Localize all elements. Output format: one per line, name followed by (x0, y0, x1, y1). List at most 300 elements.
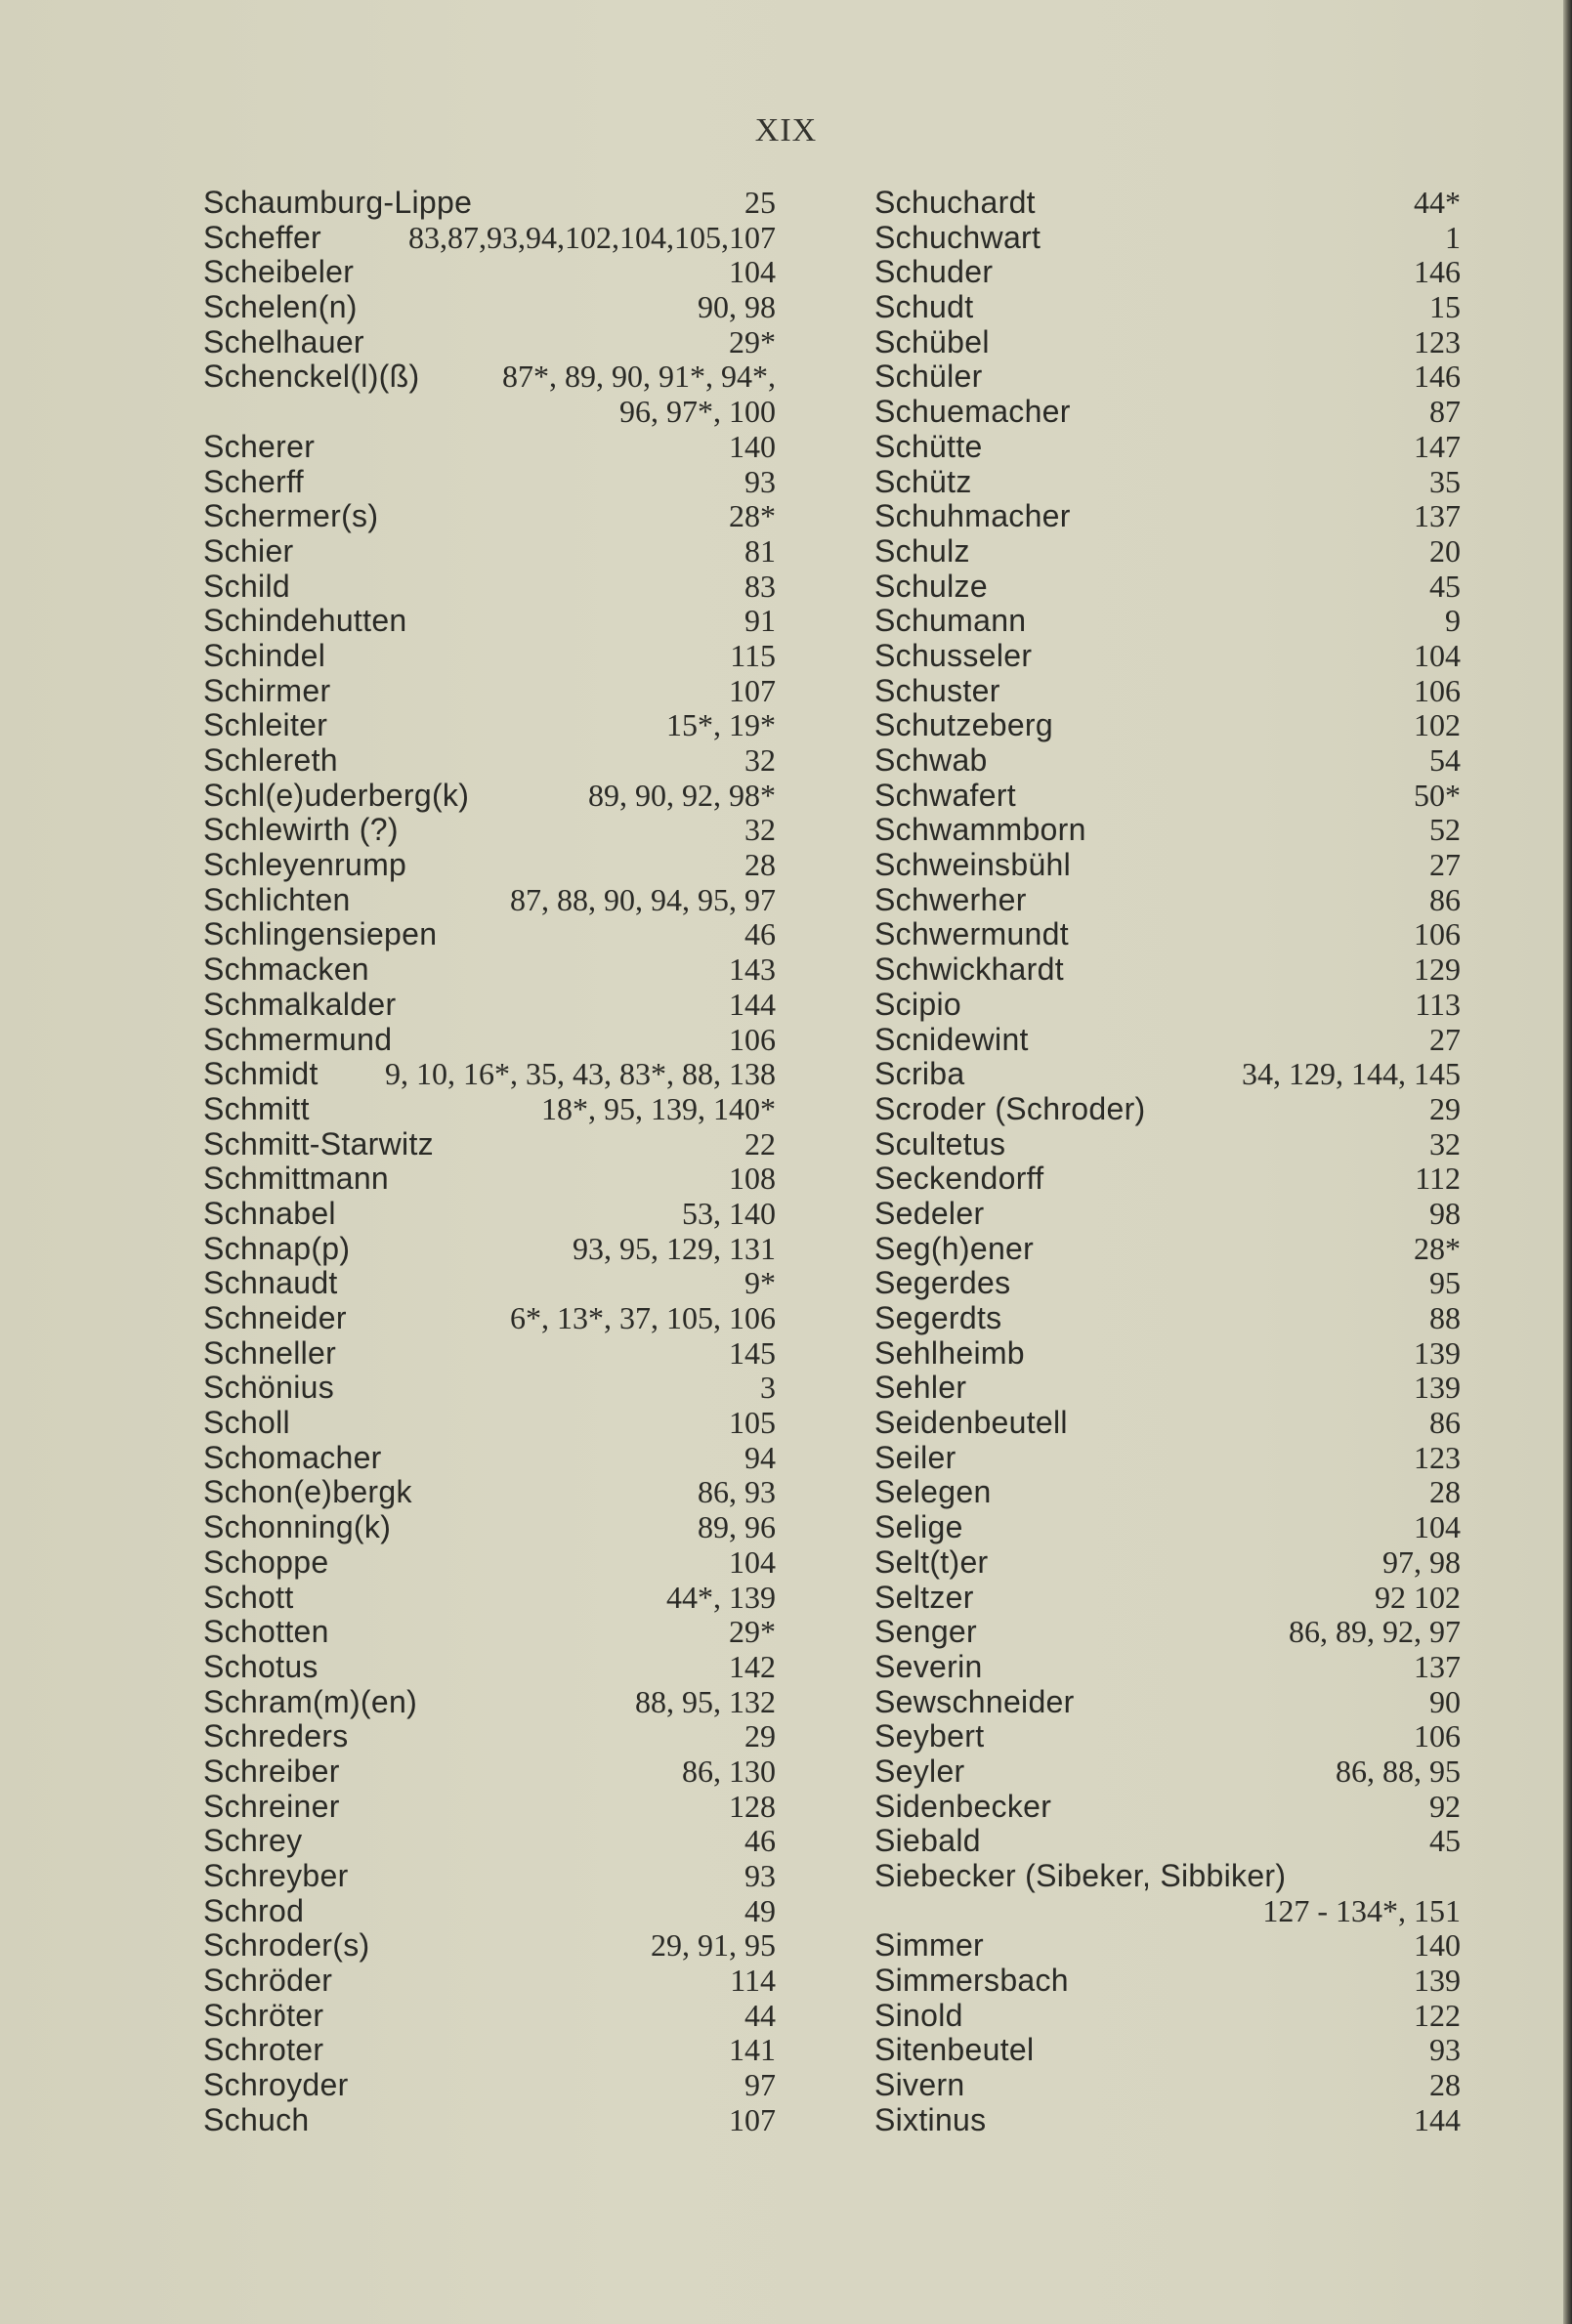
index-entry (874, 1232, 1461, 1267)
entry-pages: 28* (1414, 1230, 1461, 1266)
entry-pages: 104 (1414, 637, 1461, 673)
entry-name: Senger (874, 1614, 977, 1650)
index-entry (203, 1475, 776, 1510)
entry-pages: 141 (729, 2032, 776, 2068)
entry-pages: 29 (1429, 1090, 1461, 1126)
entry-name: Schuchwart (874, 219, 1041, 255)
entry-name: Schmalkalder (203, 986, 397, 1022)
index-entry (874, 674, 1461, 709)
entry-name: Schmittmann (203, 1161, 390, 1197)
entry-name: Siebald (874, 1823, 981, 1859)
entry-pages: 29* (729, 1614, 776, 1650)
entry-name: Schroter (203, 2032, 324, 2068)
index-entry (874, 325, 1461, 360)
index-entry (874, 290, 1461, 325)
entry-pages: 28 (1429, 1474, 1461, 1510)
index-entry (203, 1057, 776, 1092)
index-entry (874, 2068, 1461, 2103)
entry-pages: 44 (744, 1997, 776, 2033)
index-entry (874, 1336, 1461, 1372)
entry-pages: 87, 88, 90, 94, 95, 97 (510, 881, 776, 917)
entry-pages: 89, 96 (698, 1509, 776, 1545)
entry-pages: 139 (1414, 1963, 1461, 1999)
entry-name: Seckendorff (874, 1161, 1044, 1197)
entry-name: Schwermundt (874, 916, 1069, 952)
entry-pages: 122 (1414, 1997, 1461, 2033)
entry-name: Sidenbecker (874, 1788, 1052, 1824)
entry-name: Schleyenrump (203, 847, 407, 883)
index-entry (874, 813, 1461, 848)
entry-name: Schweinsbühl (874, 847, 1072, 883)
entry-name: Sewschneider (874, 1683, 1075, 1719)
entry-name: Schmermund (203, 1021, 393, 1057)
entry-pages: 28* (729, 498, 776, 534)
entry-name: Seiler (874, 1439, 956, 1475)
index-entry (874, 1545, 1461, 1581)
entry-name: Simmersbach (874, 1963, 1069, 1999)
entry-name: Schram(m)(en) (203, 1683, 418, 1719)
index-entry (874, 848, 1461, 883)
index-entry (874, 1057, 1461, 1092)
entry-name: Schlingensiepen (203, 916, 438, 952)
entry-name: Seltzer (874, 1579, 974, 1615)
entry-pages: 95 (1429, 1265, 1461, 1301)
index-entry (203, 1092, 776, 1127)
entry-pages: 139 (1414, 1334, 1461, 1371)
entry-pages: 28 (744, 847, 776, 883)
entry-name: Schmacken (203, 951, 369, 988)
index-entry (874, 1754, 1461, 1790)
index-entry (203, 952, 776, 988)
entry-pages: 1 (1445, 219, 1461, 255)
entry-pages: 46 (744, 916, 776, 952)
index-entry (203, 988, 776, 1023)
entry-name: Schröder (203, 1963, 333, 1999)
entry-pages: 104 (729, 1543, 776, 1580)
entry-name: Scholl (203, 1405, 290, 1441)
entry-name: Schuder (874, 254, 994, 290)
entry-pages: 52 (1429, 812, 1461, 848)
index-entry (874, 639, 1461, 674)
entry-name: Schaumburg-Lippe (203, 185, 473, 220)
index-entry (203, 1127, 776, 1162)
entry-name: Schütz (874, 463, 972, 499)
index-entry (203, 813, 776, 848)
entry-name: Schon(e)bergk (203, 1474, 412, 1510)
page-number: XIX (754, 112, 818, 148)
entry-name: Schusseler (874, 637, 1033, 673)
entry-pages: 44* (1414, 185, 1461, 220)
binding-edge (1563, 0, 1572, 2324)
entry-pages: 146 (1414, 359, 1461, 395)
entry-name: Schnaudt (203, 1265, 338, 1301)
entry-pages: 104 (1414, 1509, 1461, 1545)
index-entry (874, 1928, 1461, 1964)
index-entry (203, 570, 776, 605)
entry-pages: 87*, 89, 90, 91*, 94*, (502, 359, 776, 395)
entry-pages: 97 (744, 2067, 776, 2103)
entry-name: Schreders (203, 1718, 349, 1754)
entry-name: Selegen (874, 1474, 992, 1510)
index-entry (203, 2033, 776, 2068)
index-entry (203, 1336, 776, 1372)
entry-pages: 91 (744, 603, 776, 639)
entry-pages: 29, 91, 95 (651, 1927, 776, 1964)
entry-name: Schröter (203, 1997, 324, 2033)
index-entry (203, 1685, 776, 1720)
entry-pages: 6*, 13*, 37, 105, 106 (510, 1300, 776, 1335)
index-entry (874, 1581, 1461, 1616)
index-entry (874, 1615, 1461, 1650)
index-entry (874, 1406, 1461, 1441)
index-entry (203, 1859, 776, 1894)
entry-name: Schenckel(l)(ß) (203, 359, 420, 395)
entry-pages: 106 (1414, 672, 1461, 708)
entry-name: Schermer(s) (203, 498, 379, 534)
entry-name: Schild (203, 568, 290, 604)
index-entry (874, 952, 1461, 988)
index-entry (874, 1441, 1461, 1476)
index-entry (874, 1964, 1461, 1999)
entry-name: Schindehutten (203, 603, 407, 639)
entry-pages: 53, 140 (682, 1195, 776, 1231)
index-entry (203, 1545, 776, 1581)
entry-pages: 50* (1414, 777, 1461, 813)
index-entry (203, 674, 776, 709)
entry-pages: 29 (744, 1718, 776, 1754)
entry-name: Schwab (874, 742, 988, 778)
index-entry (203, 1266, 776, 1301)
index-entry (874, 1719, 1461, 1754)
index-entry (874, 221, 1461, 256)
index-entry (874, 1859, 1461, 1894)
entry-pages: 45 (1429, 1823, 1461, 1859)
entry-pages: 97, 98 (1382, 1543, 1461, 1580)
entry-pages: 137 (1414, 1648, 1461, 1684)
index-entry (203, 779, 776, 814)
entry-name: Schutzeberg (874, 707, 1053, 743)
index-entry (203, 1999, 776, 2034)
index-entry (203, 604, 776, 639)
entry-name: Schwickhardt (874, 951, 1064, 988)
index-entry-continuation (203, 395, 776, 430)
entry-name: Scnidewint (874, 1021, 1029, 1057)
entry-name: Sitenbeutel (874, 2032, 1035, 2068)
index-entry (874, 1301, 1461, 1336)
entry-name: Schudt (874, 289, 974, 325)
entry-pages: 127 - 134*, 151 (1262, 1892, 1461, 1928)
entry-pages: 145 (729, 1334, 776, 1371)
index-entry (203, 186, 776, 221)
index-entry (203, 883, 776, 918)
index-entry (203, 743, 776, 779)
index-entry (874, 2033, 1461, 2068)
index-entry (203, 255, 776, 290)
entry-pages: 9 (1445, 603, 1461, 639)
index-entry (874, 1023, 1461, 1058)
entry-name: Schulze (874, 568, 988, 604)
entry-name: Schwerher (874, 881, 1027, 917)
entry-pages: 86, 88, 95 (1336, 1753, 1461, 1789)
index-entry (874, 1092, 1461, 1127)
entry-name: Segerdes (874, 1265, 1011, 1301)
entry-pages: 83 (744, 568, 776, 604)
index-entry (203, 1928, 776, 1964)
entry-pages: 106 (1414, 916, 1461, 952)
entry-pages: 49 (744, 1892, 776, 1928)
entry-pages: 15*, 19* (666, 707, 776, 743)
index-entry (874, 917, 1461, 952)
entry-pages: 32 (744, 812, 776, 848)
index-entry (874, 534, 1461, 570)
entry-name: Schomacher (203, 1439, 382, 1475)
index-entry (203, 1510, 776, 1545)
index-entry (203, 1197, 776, 1232)
entry-pages: 32 (1429, 1125, 1461, 1162)
index-entry (203, 848, 776, 883)
entry-name: Schuhmacher (874, 498, 1071, 534)
index-entry (874, 1266, 1461, 1301)
index-entry (874, 1475, 1461, 1510)
entry-pages: 140 (1414, 1927, 1461, 1964)
entry-pages: 92 (1429, 1788, 1461, 1824)
entry-pages: 144 (1414, 2101, 1461, 2137)
entry-pages: 88 (1429, 1300, 1461, 1335)
index-entry (874, 1790, 1461, 1825)
entry-pages: 102 (1414, 707, 1461, 743)
index-entry (203, 1824, 776, 1859)
entry-name: Schl(e)uderberg(k) (203, 777, 470, 813)
entry-name: Seybert (874, 1718, 985, 1754)
index-column-left (203, 186, 776, 2138)
entry-name: Schlichten (203, 881, 351, 917)
entry-name: Selt(t)er (874, 1543, 989, 1580)
entry-name: Schwafert (874, 777, 1016, 813)
index-entry (203, 1581, 776, 1616)
entry-pages: 81 (744, 532, 776, 569)
entry-pages: 93 (744, 1858, 776, 1893)
entry-pages: 108 (729, 1161, 776, 1197)
entry-pages: 96, 97*, 100 (619, 394, 776, 430)
entry-pages: 90 (1429, 1683, 1461, 1719)
entry-pages: 9, 10, 16*, 35, 43, 83*, 88, 138 (385, 1056, 776, 1092)
entry-pages: 93 (744, 463, 776, 499)
entry-pages: 107 (729, 2101, 776, 2137)
index-entry (203, 708, 776, 743)
entry-name: Schuch (203, 2101, 310, 2137)
entry-name: Schott (203, 1579, 294, 1615)
entry-pages: 87 (1429, 394, 1461, 430)
entry-pages: 89, 90, 92, 98* (588, 777, 776, 813)
entry-name: Schulz (874, 532, 970, 569)
entry-name: Schonning(k) (203, 1509, 392, 1545)
entry-pages: 34, 129, 144, 145 (1242, 1056, 1461, 1092)
index-entry (203, 221, 776, 256)
index-entry (874, 465, 1461, 500)
entry-pages: 93, 95, 129, 131 (573, 1230, 776, 1266)
index-entry (874, 1371, 1461, 1406)
entry-pages: 98 (1429, 1195, 1461, 1231)
entry-pages: 140 (729, 428, 776, 464)
index-entry (203, 499, 776, 534)
index-entry (203, 2068, 776, 2103)
index-entry (874, 1162, 1461, 1197)
entry-pages: 9* (744, 1265, 776, 1301)
entry-pages: 45 (1429, 568, 1461, 604)
entry-name: Schnap(p) (203, 1230, 351, 1266)
index-entry (203, 2103, 776, 2138)
entry-name: Schreiber (203, 1753, 340, 1789)
index-entry (874, 883, 1461, 918)
index-entry (203, 1162, 776, 1197)
index-entry (874, 779, 1461, 814)
entry-pages: 54 (1429, 742, 1461, 778)
entry-pages: 115 (730, 637, 776, 673)
entry-name: Scherer (203, 428, 316, 464)
entry-pages: 129 (1414, 951, 1461, 988)
entry-pages: 32 (744, 742, 776, 778)
entry-pages: 114 (730, 1963, 776, 1999)
index-entry (874, 988, 1461, 1023)
entry-name: Scherff (203, 463, 304, 499)
entry-pages: 27 (1429, 847, 1461, 883)
index-entry-continuation (874, 1894, 1461, 1929)
entry-name: Schrey (203, 1823, 303, 1859)
entry-name: Scriba (874, 1056, 965, 1092)
entry-pages: 86, 93 (698, 1474, 776, 1510)
index-entry (874, 1197, 1461, 1232)
index-entry (203, 430, 776, 465)
entry-name: Siebecker (Sibeker, Sibbiker) (874, 1858, 1287, 1893)
entry-name: Schleiter (203, 707, 328, 743)
index-entry (874, 1650, 1461, 1685)
entry-name: Schrod (203, 1892, 305, 1928)
entry-name: Schübel (874, 323, 990, 359)
entry-pages: 112 (1415, 1161, 1461, 1197)
entry-name: Schumann (874, 603, 1027, 639)
entry-name: Simmer (874, 1927, 985, 1964)
index-entry (203, 1301, 776, 1336)
entry-name: Schuchardt (874, 185, 1036, 220)
entry-pages: 113 (1415, 986, 1461, 1022)
index-entry (203, 639, 776, 674)
index-entry (203, 1650, 776, 1685)
entry-name: Schreyber (203, 1858, 349, 1893)
index-entry (203, 1719, 776, 1754)
index-entry (203, 359, 776, 395)
entry-pages: 86 (1429, 1405, 1461, 1441)
entry-pages: 144 (729, 986, 776, 1022)
entry-name: Schotten (203, 1614, 329, 1650)
index-entry (203, 1441, 776, 1476)
entry-name: Schreiner (203, 1788, 340, 1824)
entry-pages: 86, 89, 92, 97 (1289, 1614, 1461, 1650)
index-entry (203, 1371, 776, 1406)
entry-name: Schmidt (203, 1056, 319, 1092)
entry-pages: 44*, 139 (666, 1579, 776, 1615)
entry-name: Severin (874, 1648, 983, 1684)
index-entry (203, 534, 776, 570)
entry-name: Schroyder (203, 2067, 349, 2103)
entry-pages: 35 (1429, 463, 1461, 499)
entry-name: Schütte (874, 428, 983, 464)
entry-pages: 128 (729, 1788, 776, 1824)
index-entry (874, 395, 1461, 430)
entry-name: Schlereth (203, 742, 338, 778)
index-entry (203, 1894, 776, 1929)
entry-name: Schotus (203, 1648, 319, 1684)
entry-pages: 106 (1414, 1718, 1461, 1754)
entry-pages: 107 (729, 672, 776, 708)
entry-pages: 94 (744, 1439, 776, 1475)
entry-pages: 123 (1414, 323, 1461, 359)
index-entry (874, 430, 1461, 465)
entry-pages: 29* (729, 323, 776, 359)
index-entry (203, 917, 776, 952)
entry-name: Schüler (874, 359, 983, 395)
entry-pages: 106 (729, 1021, 776, 1057)
index-entry (874, 499, 1461, 534)
entry-name: Scroder (Schroder) (874, 1090, 1146, 1126)
entry-name: Schlewirth (?) (203, 812, 399, 848)
entry-pages: 90, 98 (698, 289, 776, 325)
entry-pages: 143 (729, 951, 776, 988)
entry-pages: 104 (729, 254, 776, 290)
index-entry (203, 465, 776, 500)
index-entry (874, 1510, 1461, 1545)
index-entry (874, 1999, 1461, 2034)
entry-pages: 28 (1429, 2067, 1461, 2103)
index-entry (874, 255, 1461, 290)
entry-name: Schindel (203, 637, 326, 673)
entry-pages: 146 (1414, 254, 1461, 290)
index-entry (203, 290, 776, 325)
index-entry (203, 1232, 776, 1267)
entry-name: Seg(h)ener (874, 1230, 1035, 1266)
entry-pages: 3 (760, 1370, 776, 1406)
entry-name: Sivern (874, 2067, 965, 2103)
entry-pages: 15 (1429, 289, 1461, 325)
index-entry (874, 186, 1461, 221)
entry-name: Schuemacher (874, 394, 1071, 430)
index-entry (203, 1406, 776, 1441)
entry-name: Schnabel (203, 1195, 336, 1231)
index-entry (203, 1754, 776, 1790)
index-entry (874, 2103, 1461, 2138)
entry-pages: 139 (1414, 1370, 1461, 1406)
entry-name: Schmitt-Starwitz (203, 1125, 434, 1162)
entry-name: Sinold (874, 1997, 963, 2033)
index-entry (203, 1790, 776, 1825)
entry-name: Scheffer (203, 219, 321, 255)
entry-name: Schneller (203, 1334, 337, 1371)
index-entry (203, 325, 776, 360)
entry-name: Schelen(n) (203, 289, 358, 325)
entry-name: Schirmer (203, 672, 331, 708)
index-entry (874, 708, 1461, 743)
entry-name: Schroder(s) (203, 1927, 370, 1964)
index-entry (203, 1023, 776, 1058)
entry-name: Schönius (203, 1370, 335, 1406)
entry-name: Segerdts (874, 1300, 1002, 1335)
entry-name: Schuster (874, 672, 1000, 708)
index-column-right (874, 186, 1461, 2138)
index-entry (874, 1824, 1461, 1859)
entry-name: Scipio (874, 986, 961, 1022)
index-entry (874, 359, 1461, 395)
index-entry (874, 604, 1461, 639)
entry-pages: 137 (1414, 498, 1461, 534)
